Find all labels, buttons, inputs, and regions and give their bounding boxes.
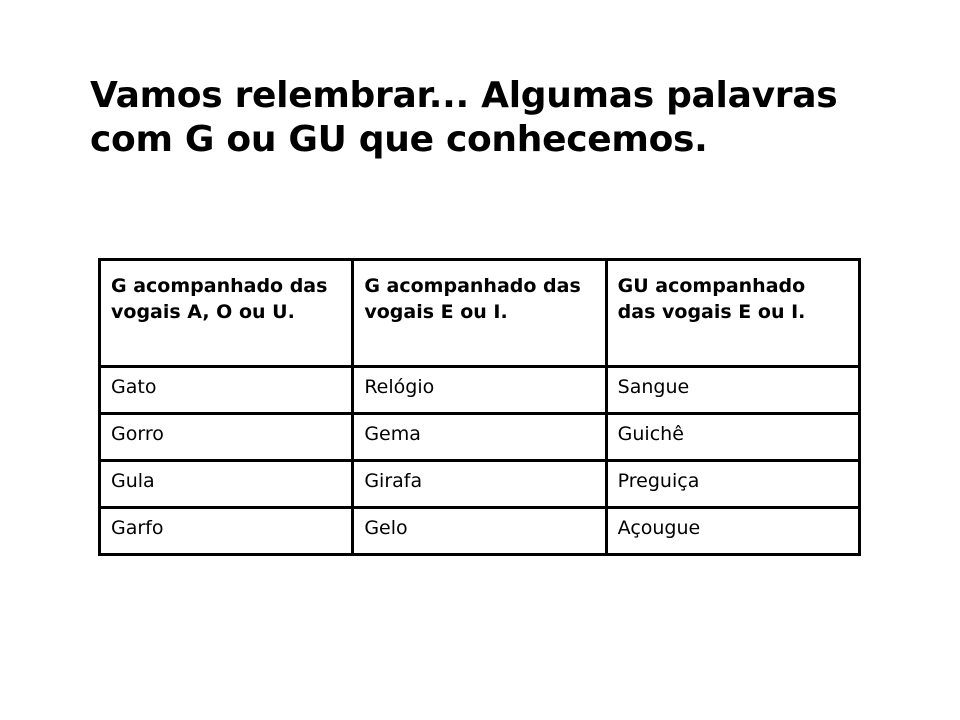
table-row [100,367,860,414]
words-table [98,258,861,556]
table-cell: Sangue [606,367,859,414]
table-cell: Gorro [100,414,353,461]
table-row [100,461,860,508]
table-cell: Gelo [353,508,606,555]
table-header-row [100,260,860,367]
page-title: Vamos relembrar... Algumas palavras com G ou GU que conhecemos. [90,75,838,160]
header-cell: GU acompanhado das vogais E ou I. [606,260,859,367]
table-cell: Garfo [100,508,353,555]
table-cell: Preguiça [606,461,859,508]
table-cell: Relógio [353,367,606,414]
table-row [100,414,860,461]
table-cell: Gato [100,367,353,414]
header-cell: G acompanhado das vogais A, O ou U. [100,260,353,367]
table-row [100,508,860,555]
table-cell: Gula [100,461,353,508]
header-cell: G acompanhado das vogais E ou I. [353,260,606,367]
table-cell: Gema [353,414,606,461]
table-cell: Açougue [606,508,859,555]
table-cell: Girafa [353,461,606,508]
table-cell: Guichê [606,414,859,461]
